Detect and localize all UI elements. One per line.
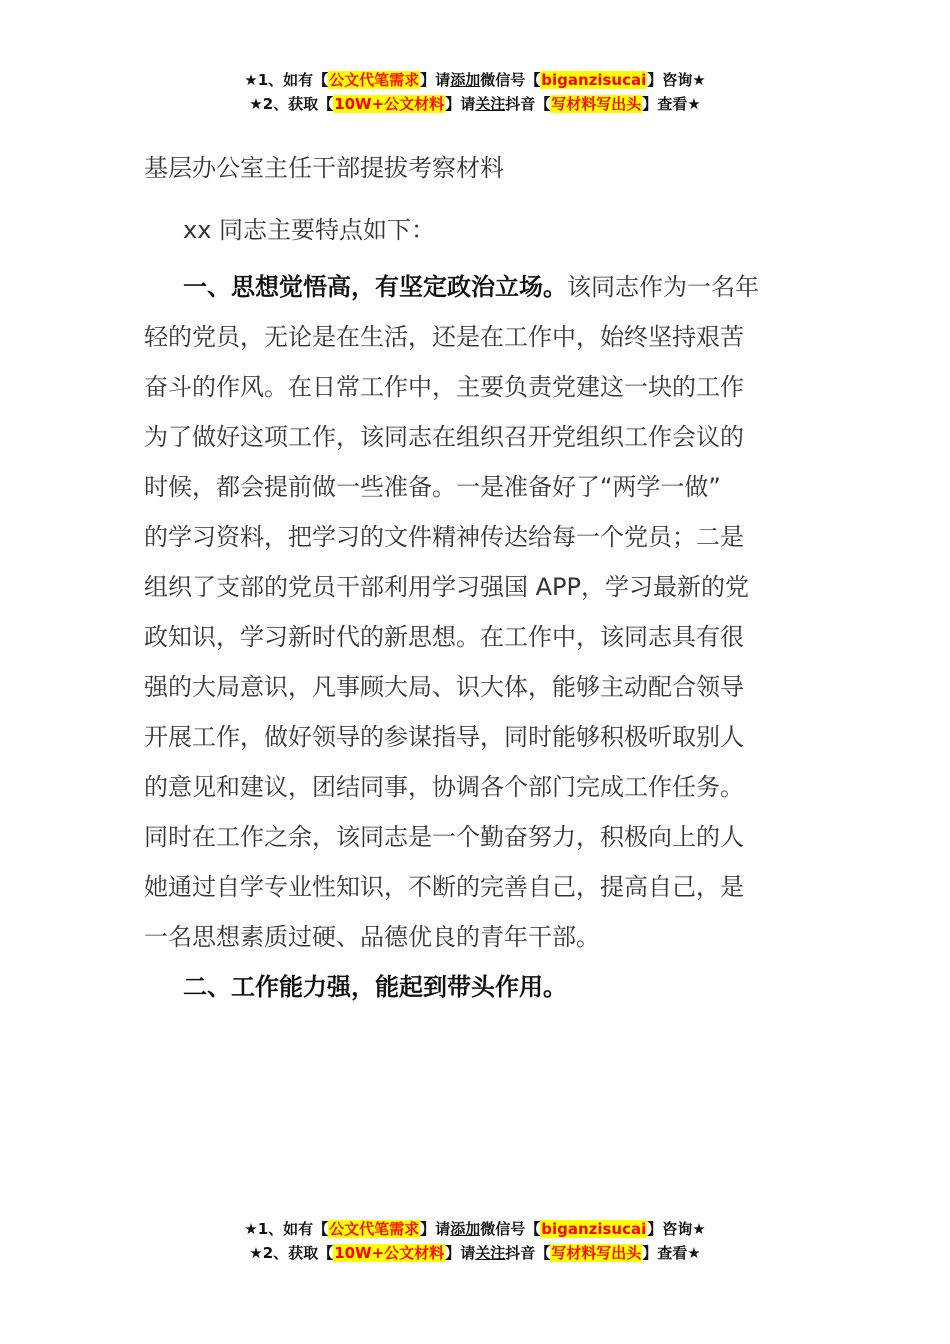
paragraph-line: 开展工作，做好领导的参谋指导，同时能够积极听取别人 [144,723,744,751]
banner-text: 】咨询★ [647,71,706,89]
banner-highlight: 写材料写出头 [551,1244,642,1262]
banner-highlight: biganzisucai [541,1220,647,1238]
banner-text: 微信号【 [480,71,541,89]
banner-highlight: 公文代笔需求 [329,1220,420,1238]
banner-line-2 [0,92,950,116]
paragraph-line: 强的大局意识，凡事顾大局、识大体，能够主动配合领导 [144,673,744,701]
banner-underline: 关注 [475,95,506,113]
paragraph-line [144,962,808,1012]
paragraph-text: 该同志作为一名年 [567,273,759,301]
paragraph-line [144,262,808,312]
banner-line-2 [0,1241,950,1265]
banner-highlight: biganzisucai [541,71,647,89]
banner-text: 抖音【 [505,1244,551,1262]
banner-text: 】请 [445,95,476,113]
banner-text: 】请 [420,71,451,89]
banner-text: 】请 [445,1244,476,1262]
paragraph-line: 轻的党员，无论是在生活，还是在工作中，始终坚持艰苦 [144,323,744,351]
document-body [144,262,808,1012]
banner-text: ★2、获取【 [249,95,334,113]
paragraph-line: 组织了支部的党员干部利用学习强国 APP，学习最新的党 [144,573,749,601]
banner-highlight: 10W+公文材料 [334,1244,445,1262]
paragraph-line: 政知识，学习新时代的新思想。在工作中，该同志具有很 [144,623,744,651]
intro-line: xx 同志主要特点如下： [183,216,436,244]
paragraph-line: 时候，都会提前做一些准备。一是准备好了“两学一做” [144,473,721,501]
banner-highlight: 公文代笔需求 [329,71,420,89]
banner-text: 】咨询★ [647,1220,706,1238]
banner-text: ★1、如有【 [244,1220,329,1238]
banner-line-1 [0,1217,950,1241]
banner-underline: 添加 [450,71,481,89]
paragraph-line: 同时在工作之余，该同志是一个勤奋努力，积极向上的人 [144,823,744,851]
paragraph-line: 的学习资料，把学习的文件精神传达给每一个党员；二是 [144,523,744,551]
paragraph-line: 她通过自学专业性知识，不断的完善自己，提高自己，是 [144,873,744,901]
banner-text: 】查看★ [642,95,701,113]
paragraph-line: 奋斗的作风。在日常工作中，主要负责党建这一块的工作 [144,373,744,401]
banner-text: 】查看★ [642,1244,701,1262]
banner-text: ★1、如有【 [244,71,329,89]
banner-text: 微信号【 [480,1220,541,1238]
header-banner [0,68,950,116]
banner-text: 】请 [420,1220,451,1238]
section-heading: 一、思想觉悟高，有坚定政治立场。 [183,273,567,301]
document-title: 基层办公室主任干部提拔考察材料 [144,154,504,182]
banner-text: ★2、获取【 [249,1244,334,1262]
banner-line-1 [0,68,950,92]
paragraph-line: 一名思想素质过硬、品德优良的青年干部。 [144,923,600,951]
banner-text: 抖音【 [505,95,551,113]
paragraph-line: 为了做好这项工作，该同志在组织召开党组织工作会议的 [144,423,744,451]
footer-banner [0,1217,950,1265]
banner-highlight: 10W+公文材料 [334,95,445,113]
paragraph-line: 的意见和建议，团结同事，协调各个部门完成工作任务。 [144,773,744,801]
banner-underline: 关注 [475,1244,506,1262]
banner-highlight: 写材料写出头 [551,95,642,113]
banner-underline: 添加 [450,1220,481,1238]
section-heading: 二、工作能力强，能起到带头作用。 [183,973,567,1001]
